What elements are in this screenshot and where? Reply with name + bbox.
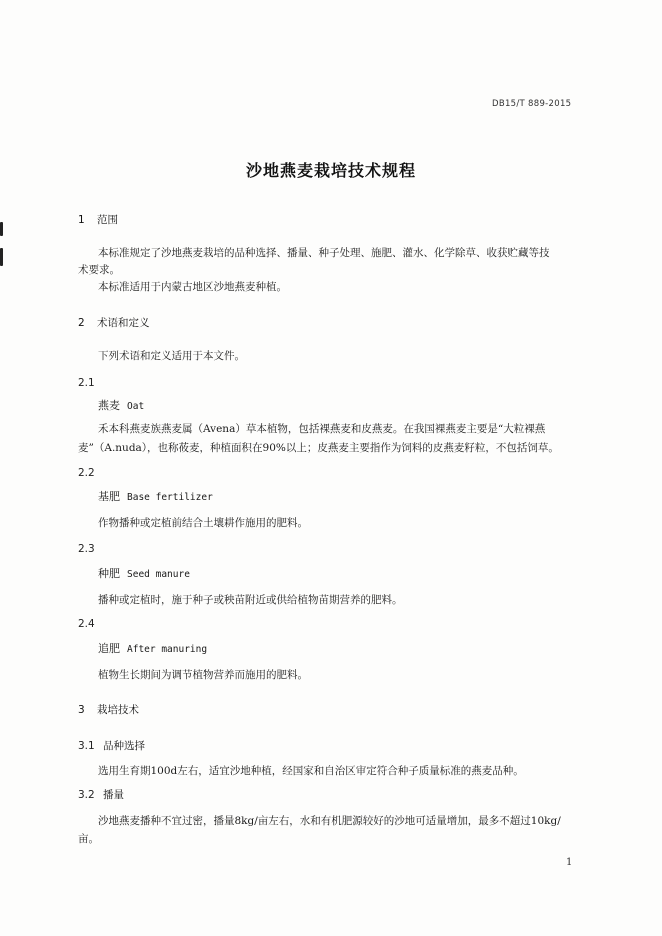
definition-line: 麦”（A.nuda），也称莜麦，种植面积在90%以上；皮燕麦主要指作为饲料的皮燕麦籽粒，不包括饲草。 [78,442,559,454]
term-number: 2.4 [78,618,95,630]
page-number: 1 [566,857,573,868]
page-title: 沙地燕麦栽培技术规程 [245,161,416,180]
term-en: Base fertilizer [127,492,213,503]
term-number: 2.2 [78,467,95,479]
term-number: 2.1 [78,377,95,389]
paragraph-line: 选用生育期100d左右，适宜沙地种植，经国家和自治区审定符合种子质量标准的燕麦品种。 [98,765,524,777]
section-number: 3 [78,704,85,716]
scan-artifact [0,222,3,236]
paragraph-line: 本标准规定了沙地燕麦栽培的品种选择、播量、种子处理、施肥、灌水、化学除草、收获贮藏等技 [98,247,550,259]
term-cn: 种肥 [98,567,120,580]
paragraph-line: 亩。 [78,833,99,845]
term-en: Seed manure [127,569,190,580]
standard-code: DB15/T 889-2015 [492,99,572,109]
scan-artifact [0,248,3,266]
paragraph-line: 沙地燕麦播种不宜过密，播量8kg/亩左右，水和有机肥源较好的沙地可适量增加，最多不超过10kg/ [98,815,561,827]
definition-line: 禾本科燕麦族燕麦属（Avena）草本植物，包括裸燕麦和皮燕麦。在我国裸燕麦主要是“大粒裸燕 [98,423,546,435]
subsection-heading: 播量 [103,789,124,801]
subsection-number: 3.1 [78,740,95,752]
subsection-number: 3.2 [78,789,95,801]
term-cn: 追肥 [98,642,120,655]
term-cn: 基肥 [98,490,120,503]
paragraph-line: 术要求。 [78,264,120,276]
definition-line: 作物播种或定植前结合土壤耕作施用的肥料。 [98,517,308,529]
subsection-heading: 品种选择 [103,740,145,752]
section-number: 1 [78,214,85,226]
term-number: 2.3 [78,543,95,555]
section-heading: 栽培技术 [97,704,139,716]
paragraph-line: 下列术语和定义适用于本文件。 [98,350,245,362]
section-number: 2 [78,317,85,329]
term-cn: 燕麦 [98,399,120,412]
section-heading: 范围 [97,214,118,226]
term-en: Oat [127,401,145,412]
term-en: After manuring [127,644,208,655]
definition-line: 播种或定植时，施于种子或秧苗附近或供给植物苗期营养的肥料。 [98,594,403,606]
section-heading: 术语和定义 [97,317,150,329]
paragraph-line: 本标准适用于内蒙古地区沙地燕麦种植。 [98,281,287,293]
definition-line: 植物生长期间为调节植物营养而施用的肥料。 [98,669,308,681]
